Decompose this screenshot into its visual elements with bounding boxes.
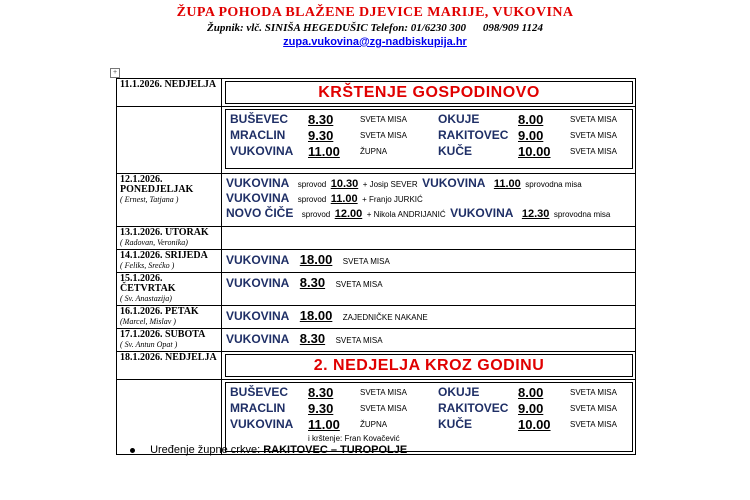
event-type: sprovod bbox=[301, 210, 331, 219]
phone-2: 098/909 1124 bbox=[482, 22, 544, 34]
event-type: sprovodna misa bbox=[525, 180, 582, 189]
day-date: 12.1.2026. PONEDJELJAK bbox=[120, 174, 194, 195]
day-date: 16.1.2026. PETAK bbox=[120, 306, 199, 317]
mass-time: 18.00 bbox=[299, 252, 333, 267]
mass-desc: ZAJEDNIČKE NAKANE bbox=[342, 313, 428, 322]
mass-desc: SVETA MISA bbox=[360, 388, 407, 397]
day-cell bbox=[117, 79, 222, 107]
parish-title: ŽUPA POHODA BLAŽENE DJEVICE MARIJE, VUKOVINA bbox=[176, 5, 574, 20]
mass-time: 8.00 bbox=[518, 112, 544, 127]
contact-line bbox=[0, 22, 750, 34]
mass-cell bbox=[222, 329, 636, 352]
table-row bbox=[117, 273, 636, 306]
event-time: 12.00 bbox=[334, 208, 363, 220]
mass-desc: SVETA MISA bbox=[335, 336, 383, 345]
mass-line bbox=[222, 273, 635, 294]
feast-title: KRŠTENJE GOSPODINOVO bbox=[225, 81, 633, 104]
day-cell bbox=[117, 250, 222, 273]
footer-label: Uređenje župne crkve: bbox=[150, 444, 261, 456]
event-type: sprovodna misa bbox=[553, 210, 611, 219]
place-name: MRACLIN bbox=[230, 401, 286, 415]
email-link[interactable]: zupa.vukovina@zg-nadbiskupija.hr bbox=[283, 36, 467, 48]
mass-time: 8.30 bbox=[308, 385, 334, 400]
day-cell bbox=[117, 107, 222, 174]
baptism-note: i krštenje: Fran Kovačević bbox=[308, 434, 400, 443]
phone-label: Telefon: bbox=[370, 22, 408, 34]
mass-time: 11.00 bbox=[308, 144, 340, 159]
name-day: ( Sv. Antun Opat ) bbox=[120, 340, 178, 349]
table-row bbox=[117, 227, 636, 250]
mass-grid bbox=[226, 110, 632, 161]
event-time: 11.00 bbox=[330, 193, 358, 205]
mass-desc: SVETA MISA bbox=[360, 404, 407, 413]
place-name: BUŠEVEC bbox=[230, 112, 289, 126]
mass-time: 18.00 bbox=[299, 308, 333, 323]
day-cell bbox=[117, 352, 222, 380]
place-name: VUKOVINA bbox=[226, 332, 290, 346]
mass-time: 8.00 bbox=[518, 385, 544, 400]
place-name: RAKITOVEC bbox=[438, 401, 509, 415]
day-date: 14.1.2026. SRIJEDA bbox=[120, 250, 208, 261]
mass-desc: SVETA MISA bbox=[570, 388, 617, 397]
place-name: VUKOVINA bbox=[230, 417, 294, 431]
mass-desc: SVETA MISA bbox=[570, 115, 617, 124]
footer-note bbox=[130, 444, 407, 456]
mass-desc: SVETA MISA bbox=[335, 280, 383, 289]
table-row bbox=[117, 250, 636, 273]
mass-desc: ŽUPNA bbox=[360, 147, 388, 156]
event-type: sprovod bbox=[297, 195, 327, 204]
document-header bbox=[0, 5, 750, 48]
mass-desc: SVETA MISA bbox=[360, 131, 407, 140]
deceased-name: + Franjo JURKIĆ bbox=[362, 195, 423, 204]
mass-desc: SVETA MISA bbox=[570, 404, 617, 413]
place-name: VUKOVINA bbox=[226, 309, 290, 323]
mass-time: 8.30 bbox=[299, 331, 326, 346]
name-day: ( Radovan, Veronika) bbox=[120, 238, 188, 247]
move-anchor-icon[interactable]: + bbox=[110, 68, 120, 78]
table-row bbox=[117, 352, 636, 380]
place-name: VUKOVINA bbox=[226, 276, 290, 290]
event-time: 11.00 bbox=[493, 178, 521, 190]
event-time: 10.30 bbox=[330, 178, 359, 190]
name-day: ( Sv. Anastazija) bbox=[120, 294, 172, 303]
place-name: VUKOVINA bbox=[422, 176, 486, 190]
mass-time: 9.30 bbox=[308, 128, 334, 143]
mass-desc: SVETA MISA bbox=[570, 420, 617, 429]
mass-time: 9.00 bbox=[518, 401, 544, 416]
table-row bbox=[117, 329, 636, 352]
mass-cell bbox=[222, 250, 636, 273]
mass-time: 8.30 bbox=[308, 112, 334, 127]
mass-time: 11.00 bbox=[308, 417, 340, 432]
table-row bbox=[117, 306, 636, 329]
day-cell bbox=[117, 174, 222, 227]
mass-line bbox=[222, 329, 635, 350]
place-name: VUKOVINA bbox=[450, 206, 514, 220]
mass-cell bbox=[222, 174, 636, 227]
feast-cell bbox=[222, 79, 636, 107]
mass-cell bbox=[222, 273, 636, 306]
day-date: 15.1.2026. ČETVRTAK bbox=[120, 273, 176, 294]
pastor-label: Župnik: bbox=[206, 22, 244, 34]
name-day: (Marcel, Mislav ) bbox=[120, 317, 176, 326]
mass-desc: ŽUPNA bbox=[360, 420, 388, 429]
name-day: ( Feliks, Srećko ) bbox=[120, 261, 175, 270]
name-day: ( Ernest, Tatjana ) bbox=[120, 195, 179, 204]
mass-desc: SVETA MISA bbox=[342, 257, 390, 266]
day-date: 13.1.2026. UTORAK bbox=[120, 227, 209, 238]
table-row bbox=[117, 107, 636, 174]
day-date: 18.1.2026. NEDJELJA bbox=[120, 352, 217, 363]
place-name: OKUJE bbox=[438, 385, 480, 399]
mass-line bbox=[222, 250, 635, 271]
day-cell bbox=[117, 306, 222, 329]
place-name: VUKOVINA bbox=[226, 176, 290, 190]
event-time: 12.30 bbox=[521, 208, 550, 220]
mass-line bbox=[222, 306, 635, 327]
table-row bbox=[117, 79, 636, 107]
place-name: KUČE bbox=[438, 144, 473, 158]
mass-time: 9.30 bbox=[308, 401, 334, 416]
place-name: KUČE bbox=[438, 417, 473, 431]
place-name: VUKOVINA bbox=[226, 191, 290, 205]
deceased-name: + Nikola ANDRIJANIĆ bbox=[366, 210, 446, 219]
place-name: NOVO ČIČE bbox=[226, 206, 294, 220]
feast-title: 2. NEDJELJA KROZ GODINU bbox=[225, 354, 633, 377]
funeral-line bbox=[226, 175, 631, 190]
mass-cell bbox=[222, 107, 636, 174]
mass-desc: SVETA MISA bbox=[570, 147, 617, 156]
funeral-line bbox=[226, 205, 631, 220]
day-date: 17.1.2026. SUBOTA bbox=[120, 329, 206, 340]
mass-time: 10.00 bbox=[518, 417, 551, 432]
table-row bbox=[117, 174, 636, 227]
pastor-name: vlč. SINIŠA HEGEDUŠIC bbox=[246, 22, 368, 34]
footer-value: RAKITOVEC – TUROPOLJE bbox=[263, 444, 408, 456]
mass-time: 10.00 bbox=[518, 144, 551, 159]
day-cell bbox=[117, 227, 222, 250]
day-cell bbox=[117, 273, 222, 306]
place-name: RAKITOVEC bbox=[438, 128, 509, 142]
place-name: VUKOVINA bbox=[230, 144, 294, 158]
phone-1: 01/6230 300 bbox=[410, 22, 467, 34]
deceased-name: + Josip SEVER bbox=[362, 180, 418, 189]
schedule-table bbox=[116, 78, 636, 455]
place-name: OKUJE bbox=[438, 112, 480, 126]
mass-grid bbox=[226, 383, 632, 445]
day-cell bbox=[117, 329, 222, 352]
event-type: sprovod bbox=[297, 180, 327, 189]
feast-cell bbox=[222, 352, 636, 380]
place-name: VUKOVINA bbox=[226, 253, 290, 267]
mass-cell bbox=[222, 306, 636, 329]
bullet-icon bbox=[130, 448, 135, 453]
place-name: MRACLIN bbox=[230, 128, 286, 142]
mass-cell bbox=[222, 227, 636, 250]
mass-time: 8.30 bbox=[299, 275, 326, 290]
mass-desc: SVETA MISA bbox=[360, 115, 407, 124]
mass-desc: SVETA MISA bbox=[570, 131, 617, 140]
day-date: 11.1.2026. NEDJELJA bbox=[120, 79, 217, 90]
place-name: BUŠEVEC bbox=[230, 385, 289, 399]
mass-time: 9.00 bbox=[518, 128, 544, 143]
funeral-lines bbox=[222, 174, 635, 221]
funeral-line bbox=[226, 190, 631, 205]
